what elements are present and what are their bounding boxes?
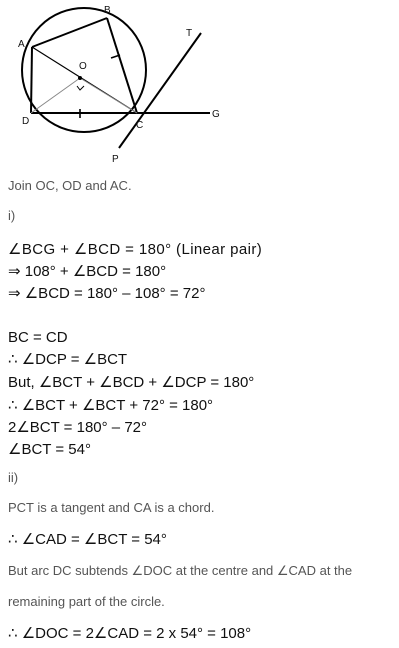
label-b: B (104, 5, 111, 16)
step-linear-pair: ∠BCG + ∠BCD = 180° (Linear pair) (8, 241, 263, 258)
step-cad-value: ∴ ∠CAD = ∠BCT = 54° (8, 531, 167, 548)
chord-ad (31, 47, 32, 113)
circle-tangent-figure (0, 0, 240, 170)
text-tangent-chord: PCT is a tangent and CA is a chord. (8, 500, 215, 515)
step-bct-value: ∠BCT = 54° (8, 441, 91, 458)
line-tangent-pt (119, 33, 201, 148)
center-point (78, 76, 82, 80)
text-part-1: i) (8, 208, 16, 223)
label-p: P (112, 154, 119, 165)
label-g: G (212, 109, 220, 120)
step-dcp-equals-bct: ∴ ∠DCP = ∠BCT (8, 351, 128, 368)
label-o: O (79, 61, 87, 72)
angle-mark-doc (77, 86, 84, 90)
label-a: A (18, 39, 25, 50)
text-remaining-part: remaining part of the circle. (8, 594, 165, 609)
step-bcd-value: ⇒ ∠BCD = 180° – 108° = 72° (8, 285, 206, 302)
step-bc-equals-cd: BC = CD (8, 329, 68, 346)
radius-od (31, 78, 80, 113)
label-t: T (186, 28, 193, 39)
step-substitute-2: ∴ ∠BCT + ∠BCT + 72° = 180° (8, 397, 214, 414)
text-arc-subtends: But arc DC subtends ∠DOC at the centre and ∠CAD at the (8, 563, 353, 578)
step-substitute: ⇒ 108° + ∠BCD = 180° (8, 263, 167, 280)
step-angle-sum: But, ∠BCT + ∠BCD + ∠DCP = 180° (8, 374, 255, 391)
label-c: C (136, 120, 144, 131)
step-2bct: 2∠BCT = 180° – 72° (8, 419, 147, 436)
step-doc-value: ∴ ∠DOC = 2∠CAD = 2 x 54° = 108° (8, 625, 252, 642)
label-d: D (22, 116, 30, 127)
text-intro: Join OC, OD and AC. (8, 178, 132, 193)
text-part-2: ii) (8, 470, 19, 485)
